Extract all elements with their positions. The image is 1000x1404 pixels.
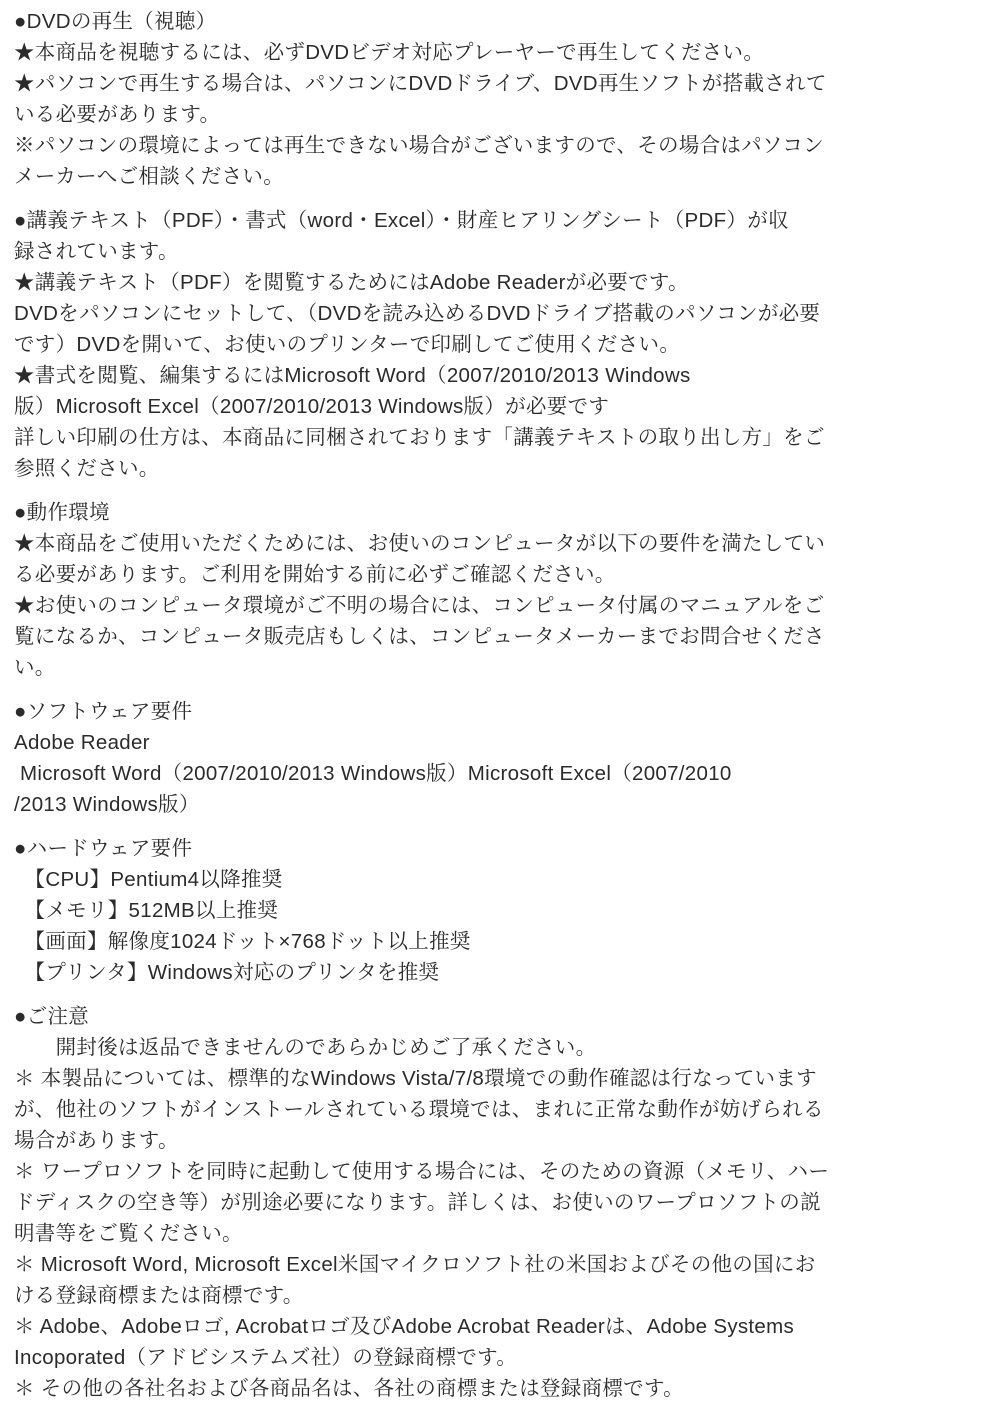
text-line: ★お使いのコンピュータ環境がご不明の場合には、コンピュータ付属のマニュアルをご [14, 594, 825, 617]
text-line: ＊ ワープロソフトを同時に起動して使用する場合には、そのための資源（メモリ、ハー [14, 1160, 830, 1183]
text-line: 場合があります。 [14, 1129, 179, 1152]
text-line: 版）Microsoft Excel（2007/2010/2013 Windows版）が必要です [14, 395, 610, 418]
text-line: ※パソコンの環境によっては再生できない場合がございますので、その場合はパソコン [14, 134, 824, 157]
text-line: いる必要があります。 [14, 103, 221, 126]
text-line: /2013 Windows版） [14, 793, 200, 816]
text-line: ●動作環境 [14, 501, 110, 524]
text-line: 【メモリ】512MB以上推奨 [14, 899, 279, 922]
text-line: 【画面】解像度1024ドット×768ドット以上推奨 [14, 930, 471, 953]
text-line: ●DVDの再生（視聴） [14, 10, 217, 33]
text-line: Microsoft Word（2007/2010/2013 Windows版）Microsoft Excel（2007/2010 [14, 762, 732, 785]
text-line: い。 [14, 656, 56, 679]
text-line: ●ソフトウェア要件 [14, 700, 193, 723]
text-line: 【CPU】Pentium4以降推奨 [14, 868, 283, 891]
text-line: ＊ その他の各社名および各商品名は、各社の商標または登録商標です。 [14, 1377, 684, 1400]
section-hardware-requirements [14, 833, 986, 988]
text-line: です）DVDを開いて、お使いのプリンターで印刷してご使用ください。 [14, 333, 681, 356]
text-line: ドディスクの空き等）が別途必要になります。詳しくは、お使いのワープロソフトの説 [14, 1191, 821, 1214]
text-line: メーカーへご相談ください。 [14, 165, 284, 188]
text-line: 録されています。 [14, 240, 179, 263]
text-line: ＊ Adobe、Adobeロゴ, Acrobatロゴ及びAdobe Acrobat Readerは、Adobe Systems [14, 1315, 795, 1338]
text-line: ●ハードウェア要件 [14, 837, 193, 860]
text-line: ＊ 本製品については、標準的なWindows Vista/7/8環境での動作確認は行なっています [14, 1067, 817, 1090]
text-line: 覧になるか、コンピュータ販売店もしくは、コンピュータメーカーまでお問合せくださ [14, 625, 825, 648]
text-line: 開封後は返品できませんのであらかじめご了承ください。 [14, 1036, 597, 1059]
section-notes [14, 1001, 986, 1404]
section-operating-environment [14, 497, 986, 683]
section-dvd-playback [14, 6, 986, 192]
text-line: ＊ Microsoft Word, Microsoft Excel米国マイクロソフト社の米国およびその他の国にお [14, 1253, 816, 1276]
text-line: ける登録商標または商標です。 [14, 1284, 304, 1307]
text-line: Incoporated（アドビシステムズ社）の登録商標です。 [14, 1346, 518, 1369]
text-line: 【プリンタ】Windows対応のプリンタを推奨 [14, 961, 440, 984]
section-contents [14, 205, 986, 484]
text-line: ●講義テキスト（PDF）・書式（word・Excel）・財産ヒアリングシート（PDF）が収 [14, 209, 789, 232]
text-line: ★パソコンで再生する場合は、パソコンにDVDドライブ、DVD再生ソフトが搭載されて [14, 72, 827, 95]
text-line: 詳しい印刷の仕方は、本商品に同梱されております「講義テキストの取り出し方」をご [14, 426, 825, 449]
text-line: ★本商品をご使用いただくためには、お使いのコンピュータが以下の要件を満たしてい [14, 532, 826, 555]
text-line: る必要があります。ご利用を開始する前に必ずご確認ください。 [14, 563, 616, 586]
text-line: 明書等をご覧ください。 [14, 1222, 243, 1245]
text-line: ★書式を閲覧、編集するにはMicrosoft Word（2007/2010/2013 Windows [14, 364, 691, 387]
text-line: 参照ください。 [14, 457, 160, 480]
text-line: ★本商品を視聴するには、必ずDVDビデオ対応プレーヤーで再生してください。 [14, 41, 765, 64]
section-software-requirements [14, 696, 986, 820]
text-line: Adobe Reader [14, 731, 150, 754]
text-line: ★講義テキスト（PDF）を閲覧するためにはAdobe Readerが必要です。 [14, 271, 689, 294]
text-line: が、他社のソフトがインストールされている環境では、まれに正常な動作が妨げられる [14, 1098, 824, 1121]
text-line: DVDをパソコンにセットして、（DVDを読み込めるDVDドライブ搭載のパソコンが必要 [14, 302, 821, 325]
text-line: ●ご注意 [14, 1005, 90, 1028]
